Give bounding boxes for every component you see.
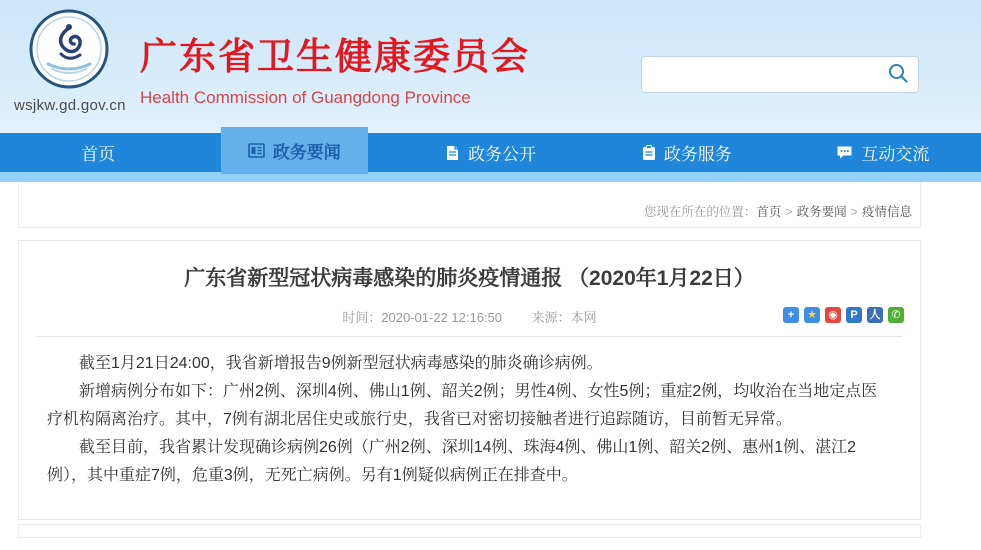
nav-active-tab[interactable] (221, 127, 368, 174)
nav-home-label: 首页 (81, 145, 116, 164)
site-brand (140, 26, 530, 108)
nav-sub-strip (0, 172, 981, 182)
nav-item-interaction[interactable] (785, 133, 981, 172)
clipboard-icon (642, 145, 656, 161)
nav-item-services[interactable] (589, 133, 785, 172)
article-panel (18, 240, 921, 520)
breadcrumb-epidemic-link[interactable]: 疫情信息 (861, 205, 912, 219)
tencent-weibo-icon[interactable]: P (846, 307, 862, 323)
nav-item-news[interactable] (196, 133, 392, 172)
breadcrumb-separator: > (785, 205, 793, 219)
site-subtitle: Health Commission of Guangdong Province (140, 88, 471, 107)
site-logo[interactable] (14, 8, 124, 114)
page-content (0, 182, 981, 538)
health-commission-emblem-icon (28, 77, 110, 94)
article-source: 来源：本网 (531, 310, 597, 325)
breadcrumb-label: 您现在所在的位置： (643, 205, 757, 219)
search-button[interactable] (878, 57, 918, 92)
nav-news-label: 政务要闻 (272, 143, 341, 162)
news-icon (248, 143, 265, 158)
wechat-icon[interactable]: ✆ (888, 307, 904, 323)
article-body (19, 337, 920, 512)
search-input[interactable] (642, 57, 878, 92)
article-time: 时间：2020-01-22 12:16:50 (342, 310, 503, 325)
search-icon (887, 62, 909, 87)
breadcrumb-separator: > (850, 205, 858, 219)
nav-item-disclosure[interactable] (392, 133, 588, 172)
site-title: 广东省卫生健康委员会 (140, 36, 530, 77)
breadcrumb-bar (18, 182, 921, 228)
qzone-icon[interactable]: ★ (804, 307, 820, 323)
document-icon (445, 145, 460, 161)
site-url: wsjkw.gd.gov.cn (14, 97, 126, 114)
nav-services-label: 政务服务 (663, 145, 732, 164)
share-bar (783, 307, 904, 323)
nav-disclosure-label: 政务公开 (468, 145, 536, 164)
breadcrumb-home-link[interactable]: 首页 (756, 205, 782, 219)
article-paragraph: 新增病例分布如下：广州2例、深圳4例、佛山1例、韶关2例；男性4例、女性5例；重症2例，均收治在当地定点医疗机构隔离治疗。其中，7例有湖北居住史或旅行史，我省已对密切接触者进行追踪随访，目前暂无异常。 (47, 383, 878, 428)
nav-item-home[interactable] (0, 133, 196, 172)
site-header (0, 0, 981, 133)
article-title: 广东省新型冠状病毒感染的肺炎疫情通报 （2020年1月22日） (184, 267, 755, 290)
article-paragraph: 截至1月21日24:00，我省新增报告9例新型冠状病毒感染的肺炎确诊病例。 (79, 355, 603, 372)
search-box[interactable] (641, 56, 919, 93)
share-more-icon[interactable]: + (783, 307, 799, 323)
article-paragraph: 截至目前，我省累计发现确诊病例26例（广州2例、深圳14例、珠海4例、佛山1例、韶关2例、惠州1例、湛江2例），其中重症7例，危重3例，无死亡病例。另有1例疑似病例正在排查中。 (47, 439, 856, 484)
sina-weibo-icon[interactable]: ◉ (825, 307, 841, 323)
breadcrumb (644, 202, 912, 220)
main-nav (0, 133, 981, 172)
breadcrumb-news-link[interactable]: 政务要闻 (796, 205, 847, 219)
nav-interaction-label: 互动交流 (861, 145, 930, 164)
article-meta (19, 307, 920, 325)
chat-bubble-icon (836, 145, 853, 160)
pagination-strip (18, 524, 921, 538)
renren-icon[interactable]: 人 (867, 307, 883, 323)
